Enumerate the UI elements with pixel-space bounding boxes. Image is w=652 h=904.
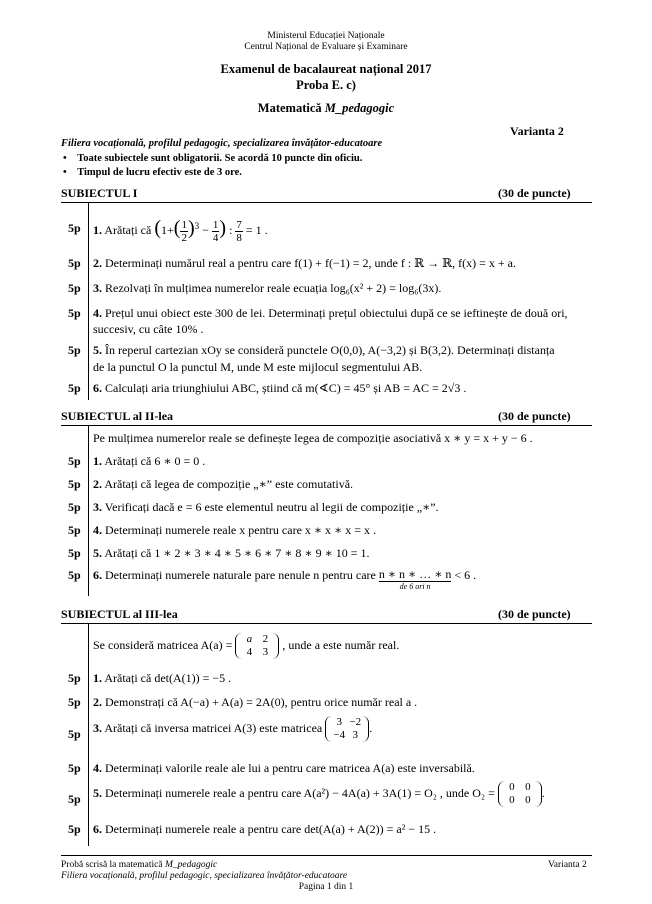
s1-item-3: 3. Rezolvați în mulțimea numerelor reale ecuația log₆(x² + 2) = log₆(3x). xyxy=(93,281,442,295)
s2-item-5-points: 5p xyxy=(68,546,81,560)
s2-item-1: 1. Arătați că 6 ∗ 0 = 0 . xyxy=(93,454,206,468)
s2-item-2-points: 5p xyxy=(68,477,81,491)
s3-margin-line xyxy=(88,624,89,846)
s1-item-5-points: 5p xyxy=(68,343,81,357)
s2-item-3-points: 5p xyxy=(68,500,81,514)
rule-2: • Timpul de lucru efectiv este de 3 ore. xyxy=(63,167,242,178)
matrix-A: a 2 4 3 xyxy=(235,633,279,659)
s1-item-6-points: 5p xyxy=(68,381,81,395)
s2-top-rule xyxy=(61,425,592,426)
s1-title: SUBIECTUL I xyxy=(61,186,138,200)
exam-title: Examenul de bacalaureat național 2017 xyxy=(220,62,432,76)
s3-title: SUBIECTUL al III-lea xyxy=(61,607,178,621)
s3-item-2-points: 5p xyxy=(68,695,81,709)
proba-label: Proba E. c) xyxy=(296,78,356,92)
s3-intro: Se consideră matricea A(a) = a 2 4 3 , unde a este număr real. xyxy=(93,633,400,659)
rule-1: • Toate subiectele sunt obligatorii. Se acordă 10 puncte din oficiu. xyxy=(63,153,363,164)
s3-item-2: 2. Demonstrați că A(−a) + A(a) = 2A(0), pentru orice număr real a . xyxy=(93,695,418,709)
s1-item-5-cont: de la punctul O la punctul M, unde M este mijlocul segmentului AB. xyxy=(93,360,423,374)
s3-item-4-points: 5p xyxy=(68,761,81,775)
s3-item-6-points: 5p xyxy=(68,822,81,836)
s3-top-rule xyxy=(61,623,592,624)
s1-points: (30 de puncte) xyxy=(498,186,571,200)
s2-item-6-points: 5p xyxy=(68,568,81,582)
s1-item-4-points: 5p xyxy=(68,306,81,320)
s1-item-4: 4. Prețul unui obiect este 300 de lei. Determinați prețul obiectului după ce se ieftinește de două ori, xyxy=(93,306,568,320)
s2-item-2: 2. Arătați că legea de compoziție „∗” este comutativă. xyxy=(93,477,354,491)
subject-title: Matematică M_pedagogic xyxy=(257,101,395,115)
s2-item-1-points: 5p xyxy=(68,454,81,468)
s1-item-3-points: 5p xyxy=(68,281,81,295)
s2-intro: Pe mulțimea numerelor reale se definește legea de compoziție asociativă x ∗ y = x + y − 6 . xyxy=(93,431,533,445)
s1-margin-line xyxy=(88,203,89,400)
footer-variant: Varianta 2 xyxy=(548,860,587,870)
footer-line-2: Filiera vocațională, profilul pedagogic, specializarea învățător-educatoare xyxy=(61,871,348,881)
s2-title: SUBIECTUL al II-lea xyxy=(61,409,174,423)
filiera-text: Filiera vocațională, profilul pedagogic, specializarea învățător-educatoare xyxy=(61,138,383,149)
s3-item-4: 4. Determinați valorile reale ale lui a pentru care matricea A(a) este inversabilă. xyxy=(93,761,475,775)
s1-item-1-points: 5p xyxy=(68,221,81,235)
s2-item-4-points: 5p xyxy=(68,523,81,537)
s3-item-3: 3. Arătați că inversa matricei A(3) este matricea 3 −2 −4 3. xyxy=(93,716,373,742)
s1-item-4-cont: succesiv, cu câte 10% . xyxy=(93,322,204,336)
matrix-inverse: 3 −2 −4 3 xyxy=(325,716,369,742)
s2-item-4: 4. Determinați numerele reale x pentru care x ∗ x ∗ x = x . xyxy=(93,523,376,537)
page-number: Pagina 1 din 1 xyxy=(298,882,354,892)
ministry-name: Ministerul Educației Naționale xyxy=(267,31,385,41)
s2-margin-line xyxy=(88,426,89,596)
center-name: Centrul Național de Evaluare și Examinare xyxy=(244,42,408,52)
matrix-zero: 0 0 0 0 xyxy=(498,781,542,807)
s3-item-1-points: 5p xyxy=(68,671,81,685)
s1-item-2: 2. Determinați numărul real a pentru care f(1) + f(−1) = 2, unde f : ℝ → ℝ, f(x) = x + a. xyxy=(93,256,516,270)
s3-item-5-points: 5p xyxy=(68,792,81,806)
s1-item-1: 1. Arătați că (1+( $\frac{1}{2}$ )$^3$ − $\frac{1}{4}$ ) : $\frac{7}{8}$ = 1 . xyxy=(93,217,268,244)
s3-item-3-points: 5p xyxy=(68,727,81,741)
s3-points: (30 de puncte) xyxy=(498,607,571,621)
footer-rule xyxy=(61,855,592,856)
s1-top-rule xyxy=(61,202,592,203)
s2-item-6: 6. Determinați numerele naturale pare nenule n pentru care n ∗ n ∗ … ∗ n de 6 ori n < 6 . xyxy=(93,567,477,591)
s1-item-6: 6. Calculați aria triunghiului ABC, știind că m(∢C) = 45° și AB = AC = 2√3 . xyxy=(93,381,467,395)
s1-item-5: 5. În reperul cartezian xOy se consideră punctele O(0,0), A(−3,2) și B(3,2). Determinați distanța xyxy=(93,343,555,357)
s2-item-5: 5. Arătați că 1 ∗ 2 ∗ 3 ∗ 4 ∗ 5 ∗ 6 ∗ 7 ∗ 8 ∗ 9 ∗ 10 = 1. xyxy=(93,546,370,560)
s3-item-5: 5. Determinați numerele reale a pentru care A(a²) − 4A(a) + 3A(1) = O₂ , unde O₂ = 0 0 0 0. xyxy=(93,781,545,807)
s2-item-3: 3. Verificați dacă e = 6 este elementul neutru al legii de compoziție „∗”. xyxy=(93,500,439,514)
s3-item-6: 6. Determinați numerele reale a pentru care det(A(a) + A(2)) = a² − 15 . xyxy=(93,822,437,836)
s3-item-1: 1. Arătați că det(A(1)) = −5 . xyxy=(93,671,232,685)
s2-points: (30 de puncte) xyxy=(498,409,571,423)
variant-label: Varianta 2 xyxy=(510,124,564,138)
footer-line-1: Probă scrisă la matematică M_pedagogic xyxy=(61,860,218,870)
s1-item-2-points: 5p xyxy=(68,256,81,270)
